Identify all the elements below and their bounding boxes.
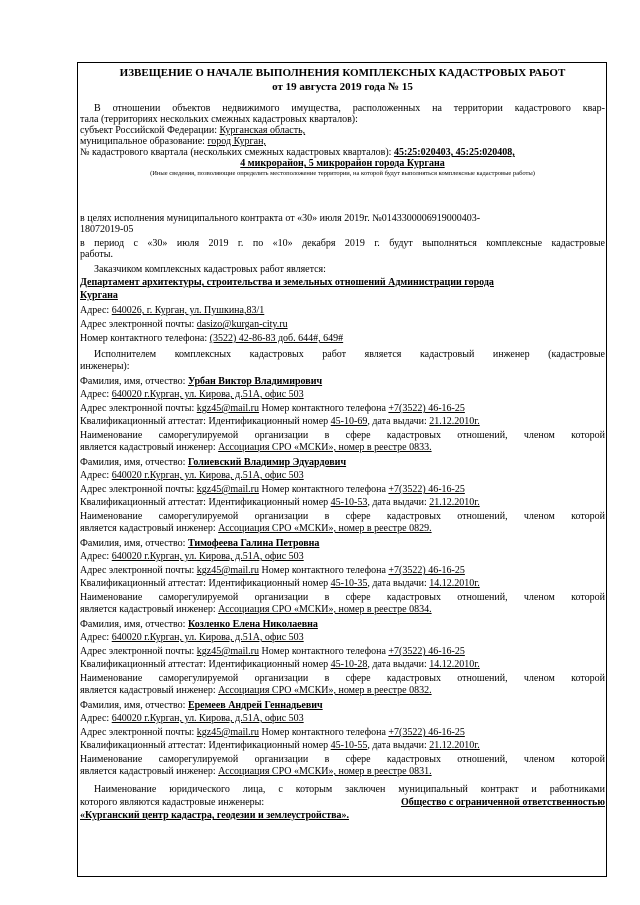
engineer-sro: Ассоциация СРО «МСКИ», номер в реестре 0834. bbox=[218, 604, 432, 615]
sro-line2 bbox=[80, 442, 605, 453]
engineer-date: 21.12.2010г. bbox=[429, 416, 480, 427]
notice-title: ИЗВЕЩЕНИЕ О НАЧАЛЕ ВЫПОЛНЕНИЯ КОМПЛЕКСНЫХ КАДАСТРОВЫХ РАБОТ bbox=[119, 68, 566, 79]
intro-para-line2: тала (территориях нескольких смежных кадастровых кварталов): bbox=[80, 114, 358, 125]
closing-org-b: «Курганский центр кадастра, геодезии и землеустройства». bbox=[80, 810, 350, 821]
attestat-label: Квалификационный аттестат: Идентификационный номер bbox=[80, 578, 329, 589]
quarter-label: № кадастрового квартала (нескольких смежных кадастровых кварталов): bbox=[80, 147, 392, 158]
engineer-fio-line bbox=[80, 538, 605, 549]
engineer-fio-line bbox=[80, 700, 605, 711]
engineer-contacts-line bbox=[80, 646, 605, 657]
engineer-phone: +7(3522) 46-16-25 bbox=[388, 646, 465, 657]
engineer-email[interactable]: kgz45@mail.ru bbox=[196, 727, 260, 738]
engineer-id: 45-10-28 bbox=[330, 659, 368, 670]
closing-line3 bbox=[80, 810, 605, 821]
closing-text: которого являются кадастровые инженеры: bbox=[80, 797, 265, 808]
customer-address bbox=[80, 305, 605, 316]
email-label: Адрес электронной почты: bbox=[80, 484, 195, 495]
quarter-value: 45:25:020403, 45:25:020408, bbox=[393, 147, 515, 158]
engineer-id: 45-10-69 bbox=[330, 416, 368, 427]
engineer-date: 21.12.2010г. bbox=[429, 497, 480, 508]
engineer-attestat-line bbox=[80, 578, 605, 589]
sro-line2 bbox=[80, 685, 605, 696]
address-label: Адрес: bbox=[80, 713, 110, 724]
contract-line2: 18072019-05 bbox=[80, 224, 134, 235]
customer-address-label: Адрес: bbox=[80, 305, 110, 316]
issued-label: , дата выдачи: bbox=[367, 416, 427, 427]
engineer-email[interactable]: kgz45@mail.ru bbox=[196, 646, 260, 657]
notice-date-number: от 19 августа 2019 года № 15 bbox=[272, 82, 413, 93]
address-label: Адрес: bbox=[80, 632, 110, 643]
phone-label: Номер контактного телефона bbox=[261, 646, 386, 657]
email-label: Адрес электронной почты: bbox=[80, 727, 195, 738]
address-label: Адрес: bbox=[80, 470, 110, 481]
attestat-label: Квалификационный аттестат: Идентификационный номер bbox=[80, 659, 329, 670]
engineer-id: 45-10-35 bbox=[330, 578, 368, 589]
municipality-value: город Курган, bbox=[207, 136, 266, 147]
engineer-name: Тимофеева Галина Петровна bbox=[187, 538, 320, 549]
phone-label: Номер контактного телефона bbox=[261, 403, 386, 414]
period-line1: в период с «30» июля 2019 г. по «10» декабря 2019 г. будут выполняться комплексные кадастровые bbox=[80, 238, 605, 249]
engineer-date: 14.12.2010г. bbox=[429, 578, 480, 589]
engineer-email[interactable]: kgz45@mail.ru bbox=[196, 403, 260, 414]
issued-label: , дата выдачи: bbox=[367, 659, 427, 670]
fio-label: Фамилия, имя, отчество: bbox=[80, 700, 186, 711]
engineer-address: 640020 г.Курган, ул. Кирова, д.51А, офис 503 bbox=[111, 713, 304, 724]
fio-label: Фамилия, имя, отчество: bbox=[80, 619, 186, 630]
engineer-address: 640020 г.Курган, ул. Кирова, д.51А, офис 503 bbox=[111, 389, 304, 400]
engineer-id: 45-10-55 bbox=[330, 740, 368, 751]
subject-label: субъект Российской Федерации: bbox=[80, 125, 218, 136]
phone-label: Номер контактного телефона bbox=[261, 484, 386, 495]
engineer-sro: Ассоциация СРО «МСКИ», номер в реестре 0832. bbox=[218, 685, 432, 696]
issued-label: , дата выдачи: bbox=[367, 578, 427, 589]
engineer-address-line bbox=[80, 470, 605, 481]
engineer-sro: Ассоциация СРО «МСКИ», номер в реестре 0831. bbox=[218, 766, 432, 777]
engineer-address-line bbox=[80, 389, 605, 400]
location-note: (Иные сведения, позволяющие определить местоположение территории, на которой будут выполняться комплексные кадастровые работы) bbox=[150, 170, 535, 177]
engineer-phone: +7(3522) 46-16-25 bbox=[388, 403, 465, 414]
engineer-phone: +7(3522) 46-16-25 bbox=[388, 727, 465, 738]
engineer-fio-line bbox=[80, 457, 605, 468]
sro-line2 bbox=[80, 766, 605, 777]
issued-label: , дата выдачи: bbox=[367, 740, 427, 751]
engineer-phone: +7(3522) 46-16-25 bbox=[388, 484, 465, 495]
subject-value: Курганская область, bbox=[219, 125, 306, 136]
sro-line1: Наименование саморегулируемой организации в сфере кадастровых отношений, членом которой bbox=[80, 592, 605, 603]
location-line bbox=[80, 158, 605, 169]
customer-phone-label: Номер контактного телефона: bbox=[80, 333, 208, 344]
engineer-address: 640020 г.Курган, ул. Кирова, д.51А, офис 503 bbox=[111, 551, 304, 562]
customer-email-label: Адрес электронной почты: bbox=[80, 319, 195, 330]
engineer-phone: +7(3522) 46-16-25 bbox=[388, 565, 465, 576]
engineer-sro: Ассоциация СРО «МСКИ», номер в реестре 0833. bbox=[218, 442, 432, 453]
engineer-contacts-line bbox=[80, 484, 605, 495]
engineer-address-line bbox=[80, 551, 605, 562]
issued-label: , дата выдачи: bbox=[367, 497, 427, 508]
customer-email-value[interactable]: dasizo@kurgan-city.ru bbox=[196, 319, 288, 330]
engineer-name: Голиевский Владимир Эдуардович bbox=[187, 457, 347, 468]
sro-line1: Наименование саморегулируемой организации в сфере кадастровых отношений, членом которой bbox=[80, 511, 605, 522]
sro-label: является кадастровый инженер: bbox=[80, 523, 216, 534]
fio-label: Фамилия, имя, отчество: bbox=[80, 457, 186, 468]
attestat-label: Квалификационный аттестат: Идентификационный номер bbox=[80, 416, 329, 427]
sro-line1: Наименование саморегулируемой организации в сфере кадастровых отношений, членом которой bbox=[80, 430, 605, 441]
engineer-id: 45-10-53 bbox=[330, 497, 368, 508]
engineer-date: 14.12.2010г. bbox=[429, 659, 480, 670]
engineer-address-line bbox=[80, 632, 605, 643]
engineer-address-line bbox=[80, 713, 605, 724]
address-label: Адрес: bbox=[80, 389, 110, 400]
engineer-fio-line bbox=[80, 619, 605, 630]
sro-label: является кадастровый инженер: bbox=[80, 685, 216, 696]
period-line2: работы. bbox=[80, 249, 113, 260]
customer-name-line1: Департамент архитектуры, строительства и земельных отношений Администрации города bbox=[80, 277, 494, 288]
sro-label: является кадастровый инженер: bbox=[80, 442, 216, 453]
customer-email bbox=[80, 319, 605, 330]
engineer-attestat-line bbox=[80, 416, 605, 427]
contract-line1: в целях исполнения муниципального контракта от «30» июля 2019г. №0143300006919000403- bbox=[80, 213, 481, 224]
location-value: 4 микрорайон, 5 микрорайон города Кургана bbox=[240, 158, 445, 169]
attestat-label: Квалификационный аттестат: Идентификационный номер bbox=[80, 740, 329, 751]
sro-line2 bbox=[80, 523, 605, 534]
sro-line2 bbox=[80, 604, 605, 615]
quarter-line bbox=[80, 147, 605, 158]
intro-para-line1: В отношении объектов недвижимого имущества, расположенных на территории кадастрового квар- bbox=[94, 103, 605, 114]
engineer-address: 640020 г.Курган, ул. Кирова, д.51А, офис 503 bbox=[111, 632, 304, 643]
email-label: Адрес электронной почты: bbox=[80, 403, 195, 414]
closing-line1: Наименование юридического лица, с которым заключен муниципальный контракт и работниками bbox=[94, 784, 605, 795]
engineer-contacts-line bbox=[80, 727, 605, 738]
phone-label: Номер контактного телефона bbox=[261, 565, 386, 576]
municipality-line bbox=[80, 136, 605, 147]
fio-label: Фамилия, имя, отчество: bbox=[80, 538, 186, 549]
customer-address-value: 640026, г. Курган, ул. Пушкина,83/1 bbox=[111, 305, 265, 316]
engineer-name: Козленко Елена Николаевна bbox=[187, 619, 318, 630]
customer-phone-value: (3522) 42-86-83 доб. 644#, 649# bbox=[209, 333, 344, 344]
email-label: Адрес электронной почты: bbox=[80, 646, 195, 657]
email-label: Адрес электронной почты: bbox=[80, 565, 195, 576]
engineer-name: Еремеев Андрей Геннадьевич bbox=[187, 700, 323, 711]
closing-line2 bbox=[80, 797, 605, 808]
closing-org-a: Общество с ограниченной ответственностью bbox=[400, 797, 605, 808]
engineer-attestat-line bbox=[80, 659, 605, 670]
executor-intro-line1: Исполнителем комплексных кадастровых работ является кадастровый инженер (кадастровые bbox=[94, 349, 605, 360]
municipality-label: муниципальное образование: bbox=[80, 136, 205, 147]
engineer-sro: Ассоциация СРО «МСКИ», номер в реестре 0829. bbox=[218, 523, 432, 534]
sro-line1: Наименование саморегулируемой организации в сфере кадастровых отношений, членом которой bbox=[80, 754, 605, 765]
executor-intro-line2: инженеры): bbox=[80, 361, 130, 372]
customer-phone bbox=[80, 333, 605, 344]
engineer-attestat-line bbox=[80, 497, 605, 508]
phone-label: Номер контактного телефона bbox=[261, 727, 386, 738]
attestat-label: Квалификационный аттестат: Идентификационный номер bbox=[80, 497, 329, 508]
fio-label: Фамилия, имя, отчество: bbox=[80, 376, 186, 387]
engineer-fio-line bbox=[80, 376, 605, 387]
engineer-name: Урбан Виктор Владимирович bbox=[187, 376, 323, 387]
sro-line1: Наименование саморегулируемой организации в сфере кадастровых отношений, членом которой bbox=[80, 673, 605, 684]
engineer-contacts-line bbox=[80, 403, 605, 414]
sro-label: является кадастровый инженер: bbox=[80, 766, 216, 777]
sro-label: является кадастровый инженер: bbox=[80, 604, 216, 615]
engineer-address: 640020 г.Курган, ул. Кирова, д.51А, офис 503 bbox=[111, 470, 304, 481]
customer-lead: Заказчиком комплексных кадастровых работ является: bbox=[94, 264, 326, 275]
customer-name-line2: Кургана bbox=[80, 290, 118, 301]
engineer-contacts-line bbox=[80, 565, 605, 576]
address-label: Адрес: bbox=[80, 551, 110, 562]
engineer-email[interactable]: kgz45@mail.ru bbox=[196, 484, 260, 495]
engineer-date: 21.12.2010г. bbox=[429, 740, 480, 751]
engineer-email[interactable]: kgz45@mail.ru bbox=[196, 565, 260, 576]
subject-line bbox=[80, 125, 605, 136]
engineer-attestat-line bbox=[80, 740, 605, 751]
